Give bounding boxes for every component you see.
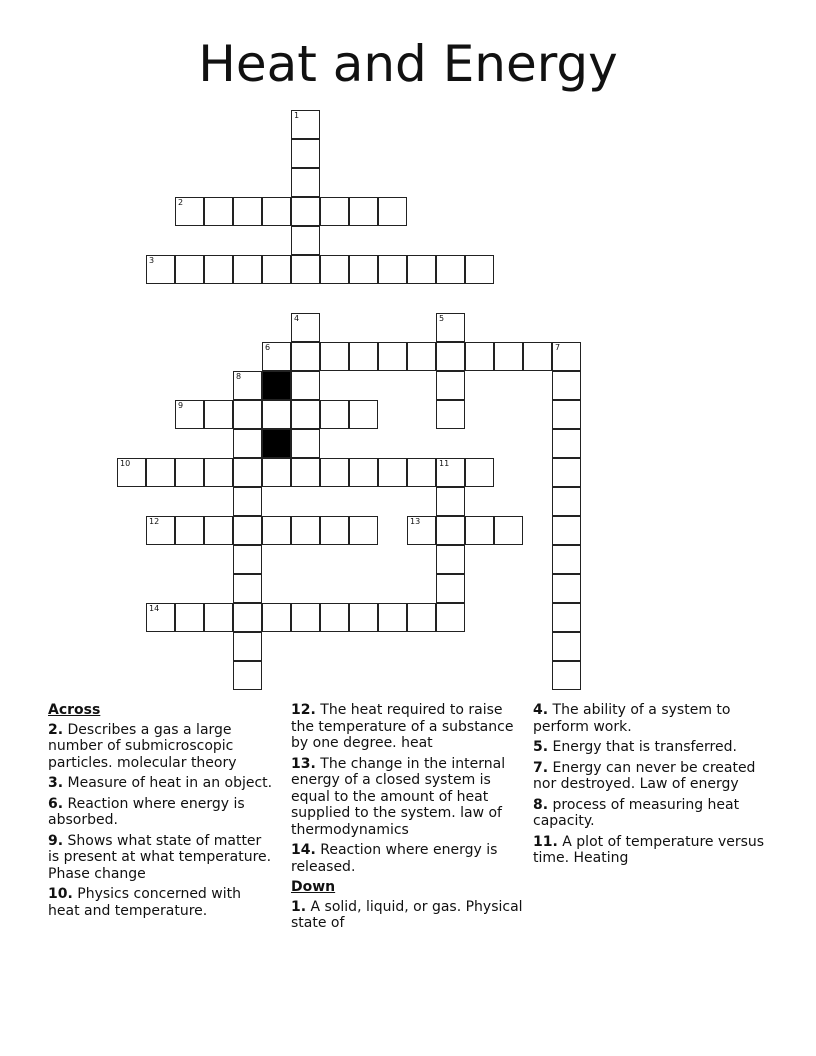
clue-number: 5. <box>533 739 549 755</box>
clue-down-8 <box>533 797 768 830</box>
clue-number: 14. <box>291 842 316 858</box>
grid-cell[interactable] <box>291 255 320 284</box>
grid-cell[interactable] <box>233 429 262 458</box>
clue-number: 3. <box>48 775 64 791</box>
grid-cell[interactable] <box>349 400 378 429</box>
grid-cell[interactable] <box>233 632 262 661</box>
grid-cell[interactable] <box>436 603 465 632</box>
grid-cell[interactable] <box>233 400 262 429</box>
grid-cell[interactable] <box>552 545 581 574</box>
grid-cell[interactable] <box>291 342 320 371</box>
cell-number: 10 <box>120 459 131 468</box>
grid-cell[interactable] <box>233 661 262 690</box>
clue-text: Describes a gas a large number of submicroscopic particles. molecular theory <box>48 721 237 771</box>
grid-cell[interactable] <box>233 458 262 487</box>
grid-cell[interactable] <box>378 603 407 632</box>
cell-number: 14 <box>149 604 160 613</box>
grid-cell[interactable] <box>117 458 146 487</box>
grid-cell[interactable] <box>552 371 581 400</box>
clue-number: 12. <box>291 702 316 718</box>
clue-down-7 <box>533 760 768 793</box>
grid-cell[interactable] <box>523 342 552 371</box>
grid-cell[interactable] <box>320 342 349 371</box>
clue-text: A plot of temperature versus time. Heating <box>533 833 765 866</box>
grid-cell[interactable] <box>320 603 349 632</box>
cell-number: 8 <box>236 372 242 381</box>
clue-across-12 <box>291 702 526 752</box>
clues-column-2 <box>291 702 526 936</box>
clue-number: 4. <box>533 702 549 718</box>
grid-cell[interactable] <box>233 574 262 603</box>
grid-cell[interactable] <box>291 197 320 226</box>
clue-number: 6. <box>48 795 64 812</box>
grid-cell[interactable] <box>436 313 465 342</box>
cell-number: 3 <box>149 256 155 265</box>
grid-cell[interactable] <box>552 661 581 690</box>
clue-text: Energy that is transferred. <box>552 739 737 755</box>
grid-cell[interactable] <box>262 197 291 226</box>
grid-cell[interactable] <box>291 139 320 168</box>
clue-text: process of measuring heat capacity. <box>533 796 740 829</box>
grid-cell[interactable] <box>291 458 320 487</box>
grid-cell[interactable] <box>320 255 349 284</box>
grid-cell[interactable] <box>552 632 581 661</box>
grid-cell[interactable] <box>552 342 581 371</box>
grid-cell[interactable] <box>175 400 204 429</box>
clue-across-9 <box>48 833 273 883</box>
grid-cell[interactable] <box>291 168 320 197</box>
clue-across-3 <box>48 775 273 792</box>
grid-cell[interactable] <box>552 487 581 516</box>
grid-cell[interactable] <box>552 603 581 632</box>
grid-cell[interactable] <box>146 516 175 545</box>
clue-number: 1. <box>291 898 307 915</box>
clue-text: Energy can never be created nor destroyed. Law of energy <box>533 759 756 792</box>
clue-text: The ability of a system to perform work. <box>533 702 731 735</box>
grid-cell[interactable] <box>436 458 465 487</box>
grid-cell[interactable] <box>291 110 320 139</box>
cell-number: 9 <box>178 401 184 410</box>
grid-cell[interactable] <box>349 516 378 545</box>
clue-down-4 <box>533 702 768 735</box>
grid-cell[interactable] <box>552 429 581 458</box>
grid-cell[interactable] <box>320 400 349 429</box>
clue-across-14 <box>291 842 526 875</box>
grid-cell[interactable] <box>291 400 320 429</box>
grid-cell[interactable] <box>233 516 262 545</box>
clue-number: 13. <box>291 755 316 772</box>
grid-cell[interactable] <box>320 516 349 545</box>
grid-cell[interactable] <box>436 342 465 371</box>
cell-number: 12 <box>149 517 160 526</box>
clue-text: Reaction where energy is released. <box>291 842 498 875</box>
grid-cell[interactable] <box>233 487 262 516</box>
grid-cell[interactable] <box>465 516 494 545</box>
grid-cell[interactable] <box>436 487 465 516</box>
clue-across-2 <box>48 722 273 772</box>
clues-column-3 <box>533 702 768 871</box>
grid-cell[interactable] <box>436 545 465 574</box>
grid-cell[interactable] <box>262 400 291 429</box>
grid-cell[interactable] <box>349 342 378 371</box>
clue-text: The change in the internal energy of a closed system is equal to the amount of heat supplied to the system. law of thermodynamics <box>291 755 506 838</box>
grid-cell[interactable] <box>146 458 175 487</box>
black-cell <box>262 371 291 400</box>
grid-cell[interactable] <box>349 458 378 487</box>
grid-cell[interactable] <box>465 342 494 371</box>
grid-cell[interactable] <box>204 603 233 632</box>
grid-cell[interactable] <box>407 255 436 284</box>
cell-number: 4 <box>294 314 300 323</box>
clue-text: Reaction where energy is absorbed. <box>48 795 245 828</box>
grid-cell[interactable] <box>436 255 465 284</box>
clue-down-11 <box>533 834 768 867</box>
grid-cell[interactable] <box>291 371 320 400</box>
clue-number: 9. <box>48 832 64 849</box>
cell-number: 2 <box>178 198 184 207</box>
clue-text: Physics concerned with heat and temperature. <box>48 886 241 919</box>
grid-cell[interactable] <box>233 255 262 284</box>
grid-cell[interactable] <box>291 226 320 255</box>
grid-cell[interactable] <box>494 516 523 545</box>
grid-cell[interactable] <box>378 342 407 371</box>
grid-cell[interactable] <box>233 371 262 400</box>
grid-cell[interactable] <box>349 197 378 226</box>
grid-cell[interactable] <box>436 574 465 603</box>
cell-number: 5 <box>439 314 445 323</box>
grid-cell[interactable] <box>146 255 175 284</box>
grid-cell[interactable] <box>552 400 581 429</box>
grid-cell[interactable] <box>262 516 291 545</box>
cell-number: 1 <box>294 111 300 120</box>
grid-cell[interactable] <box>233 545 262 574</box>
grid-cell[interactable] <box>552 574 581 603</box>
across-heading: Across <box>48 702 101 718</box>
grid-cell[interactable] <box>262 342 291 371</box>
clue-number: 10. <box>48 886 73 902</box>
grid-cell[interactable] <box>204 255 233 284</box>
grid-cell[interactable] <box>291 429 320 458</box>
grid-cell[interactable] <box>175 197 204 226</box>
grid-cell[interactable] <box>262 603 291 632</box>
grid-cell[interactable] <box>175 516 204 545</box>
grid-cell[interactable] <box>204 400 233 429</box>
grid-cell[interactable] <box>436 400 465 429</box>
clue-number: 2. <box>48 721 64 738</box>
cell-number: 13 <box>410 517 421 526</box>
clue-across-13 <box>291 756 526 839</box>
grid-cell[interactable] <box>204 197 233 226</box>
down-heading: Down <box>291 879 336 895</box>
grid-cell[interactable] <box>204 516 233 545</box>
clue-text: Measure of heat in an object. <box>67 775 273 791</box>
grid-cell[interactable] <box>291 603 320 632</box>
clue-across-6 <box>48 796 273 829</box>
grid-cell[interactable] <box>494 342 523 371</box>
grid-cell[interactable] <box>436 516 465 545</box>
clues-column-1 <box>48 702 273 923</box>
clue-text: Shows what state of matter is present at what temperature. Phase change <box>48 832 272 882</box>
cell-number: 6 <box>265 343 271 352</box>
grid-cell[interactable] <box>291 516 320 545</box>
clue-number: 7. <box>533 759 549 776</box>
grid-cell[interactable] <box>552 458 581 487</box>
grid-cell[interactable] <box>407 342 436 371</box>
grid-cell[interactable] <box>407 516 436 545</box>
clue-down-1 <box>291 899 526 932</box>
grid-cell[interactable] <box>204 458 233 487</box>
grid-cell[interactable] <box>175 458 204 487</box>
clue-text: The heat required to raise the temperature of a substance by one degree. heat <box>291 702 514 751</box>
grid-cell[interactable] <box>233 603 262 632</box>
cell-number: 7 <box>555 343 561 352</box>
grid-cell[interactable] <box>262 255 291 284</box>
clue-across-10 <box>48 886 273 919</box>
grid-cell[interactable] <box>407 458 436 487</box>
grid-cell[interactable] <box>233 197 262 226</box>
grid-cell[interactable] <box>320 197 349 226</box>
grid-cell[interactable] <box>146 603 175 632</box>
grid-cell[interactable] <box>436 371 465 400</box>
grid-cell[interactable] <box>262 458 291 487</box>
grid-cell[interactable] <box>378 255 407 284</box>
clue-text: A solid, liquid, or gas. Physical state of <box>291 898 523 931</box>
grid-cell[interactable] <box>349 255 378 284</box>
grid-cell[interactable] <box>552 516 581 545</box>
cell-number: 11 <box>439 459 450 468</box>
black-cell <box>262 429 291 458</box>
grid-cell[interactable] <box>378 197 407 226</box>
clue-number: 8. <box>533 796 549 813</box>
grid-cell[interactable] <box>291 313 320 342</box>
grid-cell[interactable] <box>378 458 407 487</box>
grid-cell[interactable] <box>349 603 378 632</box>
grid-cell[interactable] <box>175 603 204 632</box>
grid-cell[interactable] <box>320 458 349 487</box>
clue-down-5 <box>533 739 768 756</box>
page-title: Heat and Energy <box>198 35 618 93</box>
grid-cell[interactable] <box>407 603 436 632</box>
clue-number: 11. <box>533 833 558 850</box>
grid-cell[interactable] <box>465 458 494 487</box>
grid-cell[interactable] <box>175 255 204 284</box>
grid-cell[interactable] <box>465 255 494 284</box>
